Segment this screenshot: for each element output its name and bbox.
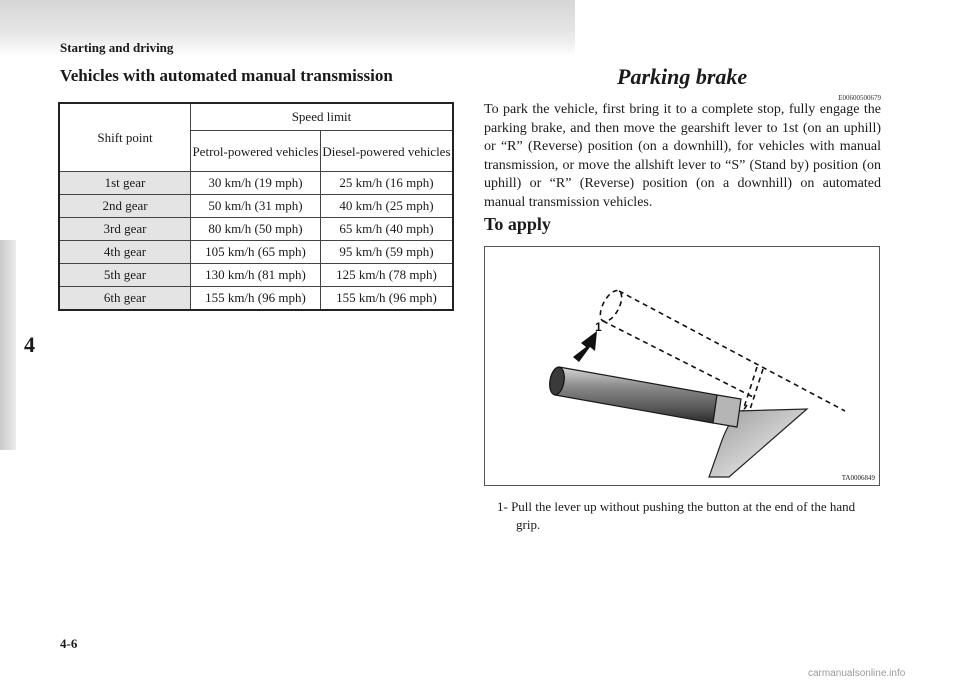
gear-cell: 3rd gear xyxy=(59,218,191,241)
gear-cell: 6th gear xyxy=(59,287,191,311)
diesel-cell: 40 km/h (25 mph) xyxy=(320,195,453,218)
watermark: carmanualsonline.info xyxy=(808,668,906,679)
body-paragraph: To park the vehicle, first bring it to a complete stop, fully engage the parking brake, and then move the gearshift lever to 1st (on an uphill) or “R” (Reverse) position (on a downhill), for vehicles with manual transmission, or move the allshift lever to “S” (Stand by) position (on uphill) or “R” (Reverse) position (on a downhill) on automated manual transmission vehicles. xyxy=(484,102,881,210)
gear-cell: 1st gear xyxy=(59,172,191,195)
petrol-cell: 80 km/h (50 mph) xyxy=(191,218,321,241)
diesel-cell: 25 km/h (16 mph) xyxy=(320,172,453,195)
table-row xyxy=(59,264,453,287)
page-title: Parking brake xyxy=(617,64,748,89)
section-code: E00600500679 xyxy=(838,94,881,102)
lever-grip xyxy=(548,366,741,427)
gear-cell: 4th gear xyxy=(59,241,191,264)
raised-lever-outline xyxy=(596,287,845,461)
diesel-cell: 65 km/h (40 mph) xyxy=(320,218,453,241)
speed-limit-table xyxy=(58,102,454,311)
col-shift-point: Shift point xyxy=(59,103,191,172)
parking-brake-figure xyxy=(484,246,880,486)
table-row xyxy=(59,241,453,264)
figure-caption: 1- Pull the lever up without pushing the button at the end of the hand grip. xyxy=(497,499,856,532)
gear-cell: 5th gear xyxy=(59,264,191,287)
petrol-cell: 30 km/h (19 mph) xyxy=(191,172,321,195)
running-head: Starting and driving xyxy=(60,40,174,55)
table-row xyxy=(59,218,453,241)
petrol-cell: 105 km/h (65 mph) xyxy=(191,241,321,264)
section-heading: Vehicles with automated manual transmission xyxy=(60,66,393,85)
petrol-cell: 130 km/h (81 mph) xyxy=(191,264,321,287)
petrol-cell: 155 km/h (96 mph) xyxy=(191,287,321,311)
page-number: 4-6 xyxy=(60,636,78,651)
col-diesel: Diesel-powered vehicles xyxy=(320,131,453,172)
subheading-to-apply: To apply xyxy=(484,214,551,234)
parking-brake-illustration xyxy=(485,247,879,485)
figure-code: TA0006849 xyxy=(841,474,875,482)
petrol-cell: 50 km/h (31 mph) xyxy=(191,195,321,218)
col-petrol: Petrol-powered vehicles xyxy=(191,131,321,172)
diesel-cell: 95 km/h (59 mph) xyxy=(320,241,453,264)
chapter-number: 4 xyxy=(24,332,35,357)
pull-up-arrow-icon xyxy=(573,331,597,362)
callout-1: 1 xyxy=(595,320,602,334)
diesel-cell: 155 km/h (96 mph) xyxy=(320,287,453,311)
gear-cell: 2nd gear xyxy=(59,195,191,218)
table-row xyxy=(59,195,453,218)
table-row xyxy=(59,287,453,311)
col-speed-limit: Speed limit xyxy=(191,103,454,131)
table-row xyxy=(59,172,453,195)
chapter-tab xyxy=(0,240,16,450)
diesel-cell: 125 km/h (78 mph) xyxy=(320,264,453,287)
